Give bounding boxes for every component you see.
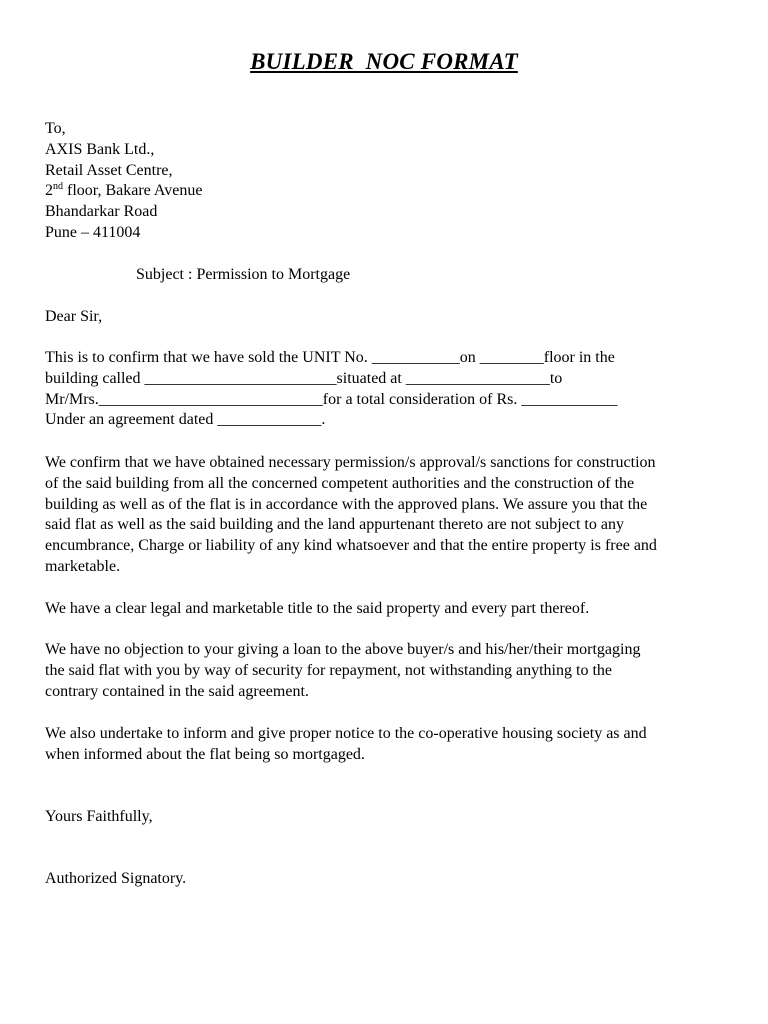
floor-street: floor, Bakare Avenue — [63, 182, 203, 200]
salutation: Dear Sir, — [45, 308, 103, 325]
address-line-bank: AXIS Bank Ltd., — [45, 140, 155, 158]
paragraph-line: the said flat with you by way of security for repayment, not withstanding anything to the — [45, 661, 612, 679]
paragraph-line: building called ________________________situated at __________________to — [45, 369, 563, 387]
paragraph-line: said flat as well as the said building and the land appurtenant thereto are not subject to any — [45, 516, 624, 534]
address-line-city: Pune – 411004 — [45, 223, 141, 241]
paragraph-permissions — [45, 453, 735, 578]
paragraph-line: This is to confirm that we have sold the UNIT No. ___________on ________floor in the — [45, 349, 615, 366]
closing-line: Yours Faithfully, — [45, 808, 153, 825]
paragraph-title — [45, 599, 735, 620]
recipient-address — [45, 119, 735, 244]
paragraph-line: Under an agreement dated _____________. — [45, 411, 326, 429]
signatory-line: Authorized Signatory. — [45, 870, 187, 887]
subject-line: Subject : Permission to Mortgage — [136, 266, 351, 283]
paragraph-line: We confirm that we have obtained necessary permission/s approval/s sanctions for construction — [45, 454, 656, 471]
paragraph-line: We also undertake to inform and give proper notice to the co-operative housing society as and — [45, 725, 647, 742]
address-line-centre: Retail Asset Centre, — [45, 161, 173, 179]
address-to: To, — [45, 120, 66, 137]
paragraph-line: encumbrance, Charge or liability of any kind whatsoever and that the entire property is free and — [45, 537, 657, 555]
paragraph-line: contrary contained in the said agreement. — [45, 682, 309, 700]
address-line-road: Bhandarkar Road — [45, 203, 158, 221]
paragraph-no-objection — [45, 640, 735, 702]
paragraph-line: building as well as of the flat is in accordance with the approved plans. We assure you that the — [45, 495, 648, 513]
paragraph-line: We have a clear legal and marketable title to the said property and every part thereof. — [45, 600, 590, 617]
paragraph-line: when informed about the flat being so mortgaged. — [45, 745, 365, 763]
address-line-floor — [45, 181, 735, 202]
document-title: BUILDER NOC FORMAT — [250, 49, 518, 74]
paragraph-undertaking — [45, 724, 735, 766]
paragraph-line: marketable. — [45, 557, 121, 575]
paragraph-line: of the said building from all the concerned competent authorities and the construction of the — [45, 474, 635, 492]
paragraph-sale-confirmation — [45, 348, 735, 431]
floor-ordinal-suffix: nd — [53, 181, 63, 193]
paragraph-line: We have no objection to your giving a loan to the above buyer/s and his/her/their mortgaging — [45, 641, 641, 658]
floor-number: 2 — [45, 182, 53, 200]
paragraph-line: Mr/Mrs.____________________________for a total consideration of Rs. ____________ — [45, 390, 618, 408]
